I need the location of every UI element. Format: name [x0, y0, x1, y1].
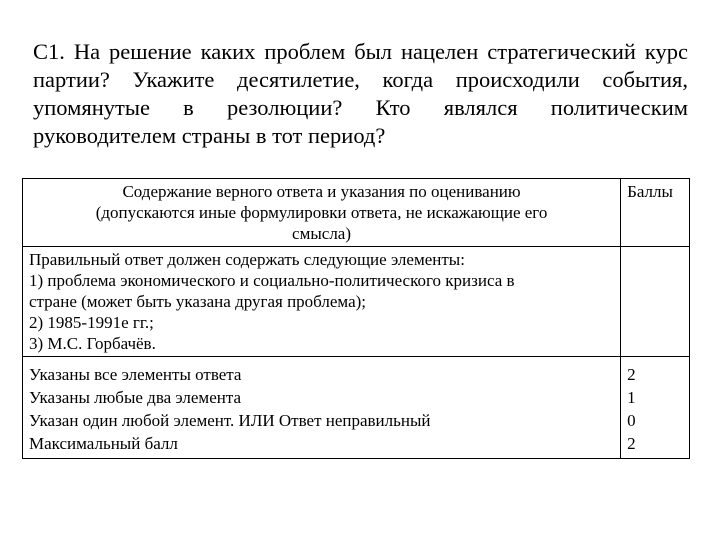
question-text: С1. На решение каких проблем был нацелен стратегический курс партии? Укажите десятилетие, когда происходили события, упомянутые в резолюции? Кто являлся политическим руководителем страны в тот период? [33, 39, 688, 148]
criterion-label: Указан один любой элемент. ИЛИ Ответ неправильный [29, 411, 431, 430]
criteria-scores-cell [621, 357, 690, 459]
header-line: смысла) [292, 224, 352, 243]
criterion-score: 0 [627, 411, 636, 430]
header-content-cell [23, 179, 621, 247]
answer-row [23, 247, 690, 357]
criterion-score: 2 [627, 365, 636, 384]
answer-line: стране (может быть указана другая проблема); [29, 292, 367, 311]
answer-line: 3) М.С. Горбачёв. [29, 334, 156, 353]
header-line: Содержание верного ответа и указания по оцениванию [122, 182, 521, 201]
criterion-label: Указаны любые два элемента [29, 388, 242, 407]
answer-line: Правильный ответ должен содержать следующие элементы: [29, 250, 465, 269]
answer-content-cell [23, 247, 621, 357]
header-score-cell: Баллы [621, 179, 690, 247]
criteria-row [23, 357, 690, 459]
criterion-score: 1 [627, 388, 636, 407]
criterion-label: Максимальный балл [29, 434, 178, 453]
answer-score-cell [621, 247, 690, 357]
answer-line: 2) 1985-1991е гг.; [29, 313, 154, 332]
criterion-label: Указаны все элементы ответа [29, 365, 242, 384]
answer-line: 1) проблема экономического и социально-политического кризиса в [29, 271, 515, 290]
criterion-score: 2 [627, 434, 636, 453]
criteria-labels-cell [23, 357, 621, 459]
header-line: (допускаются иные формулировки ответа, не искажающие его [95, 203, 548, 222]
table-header-row [23, 179, 690, 247]
grading-table [22, 178, 690, 459]
